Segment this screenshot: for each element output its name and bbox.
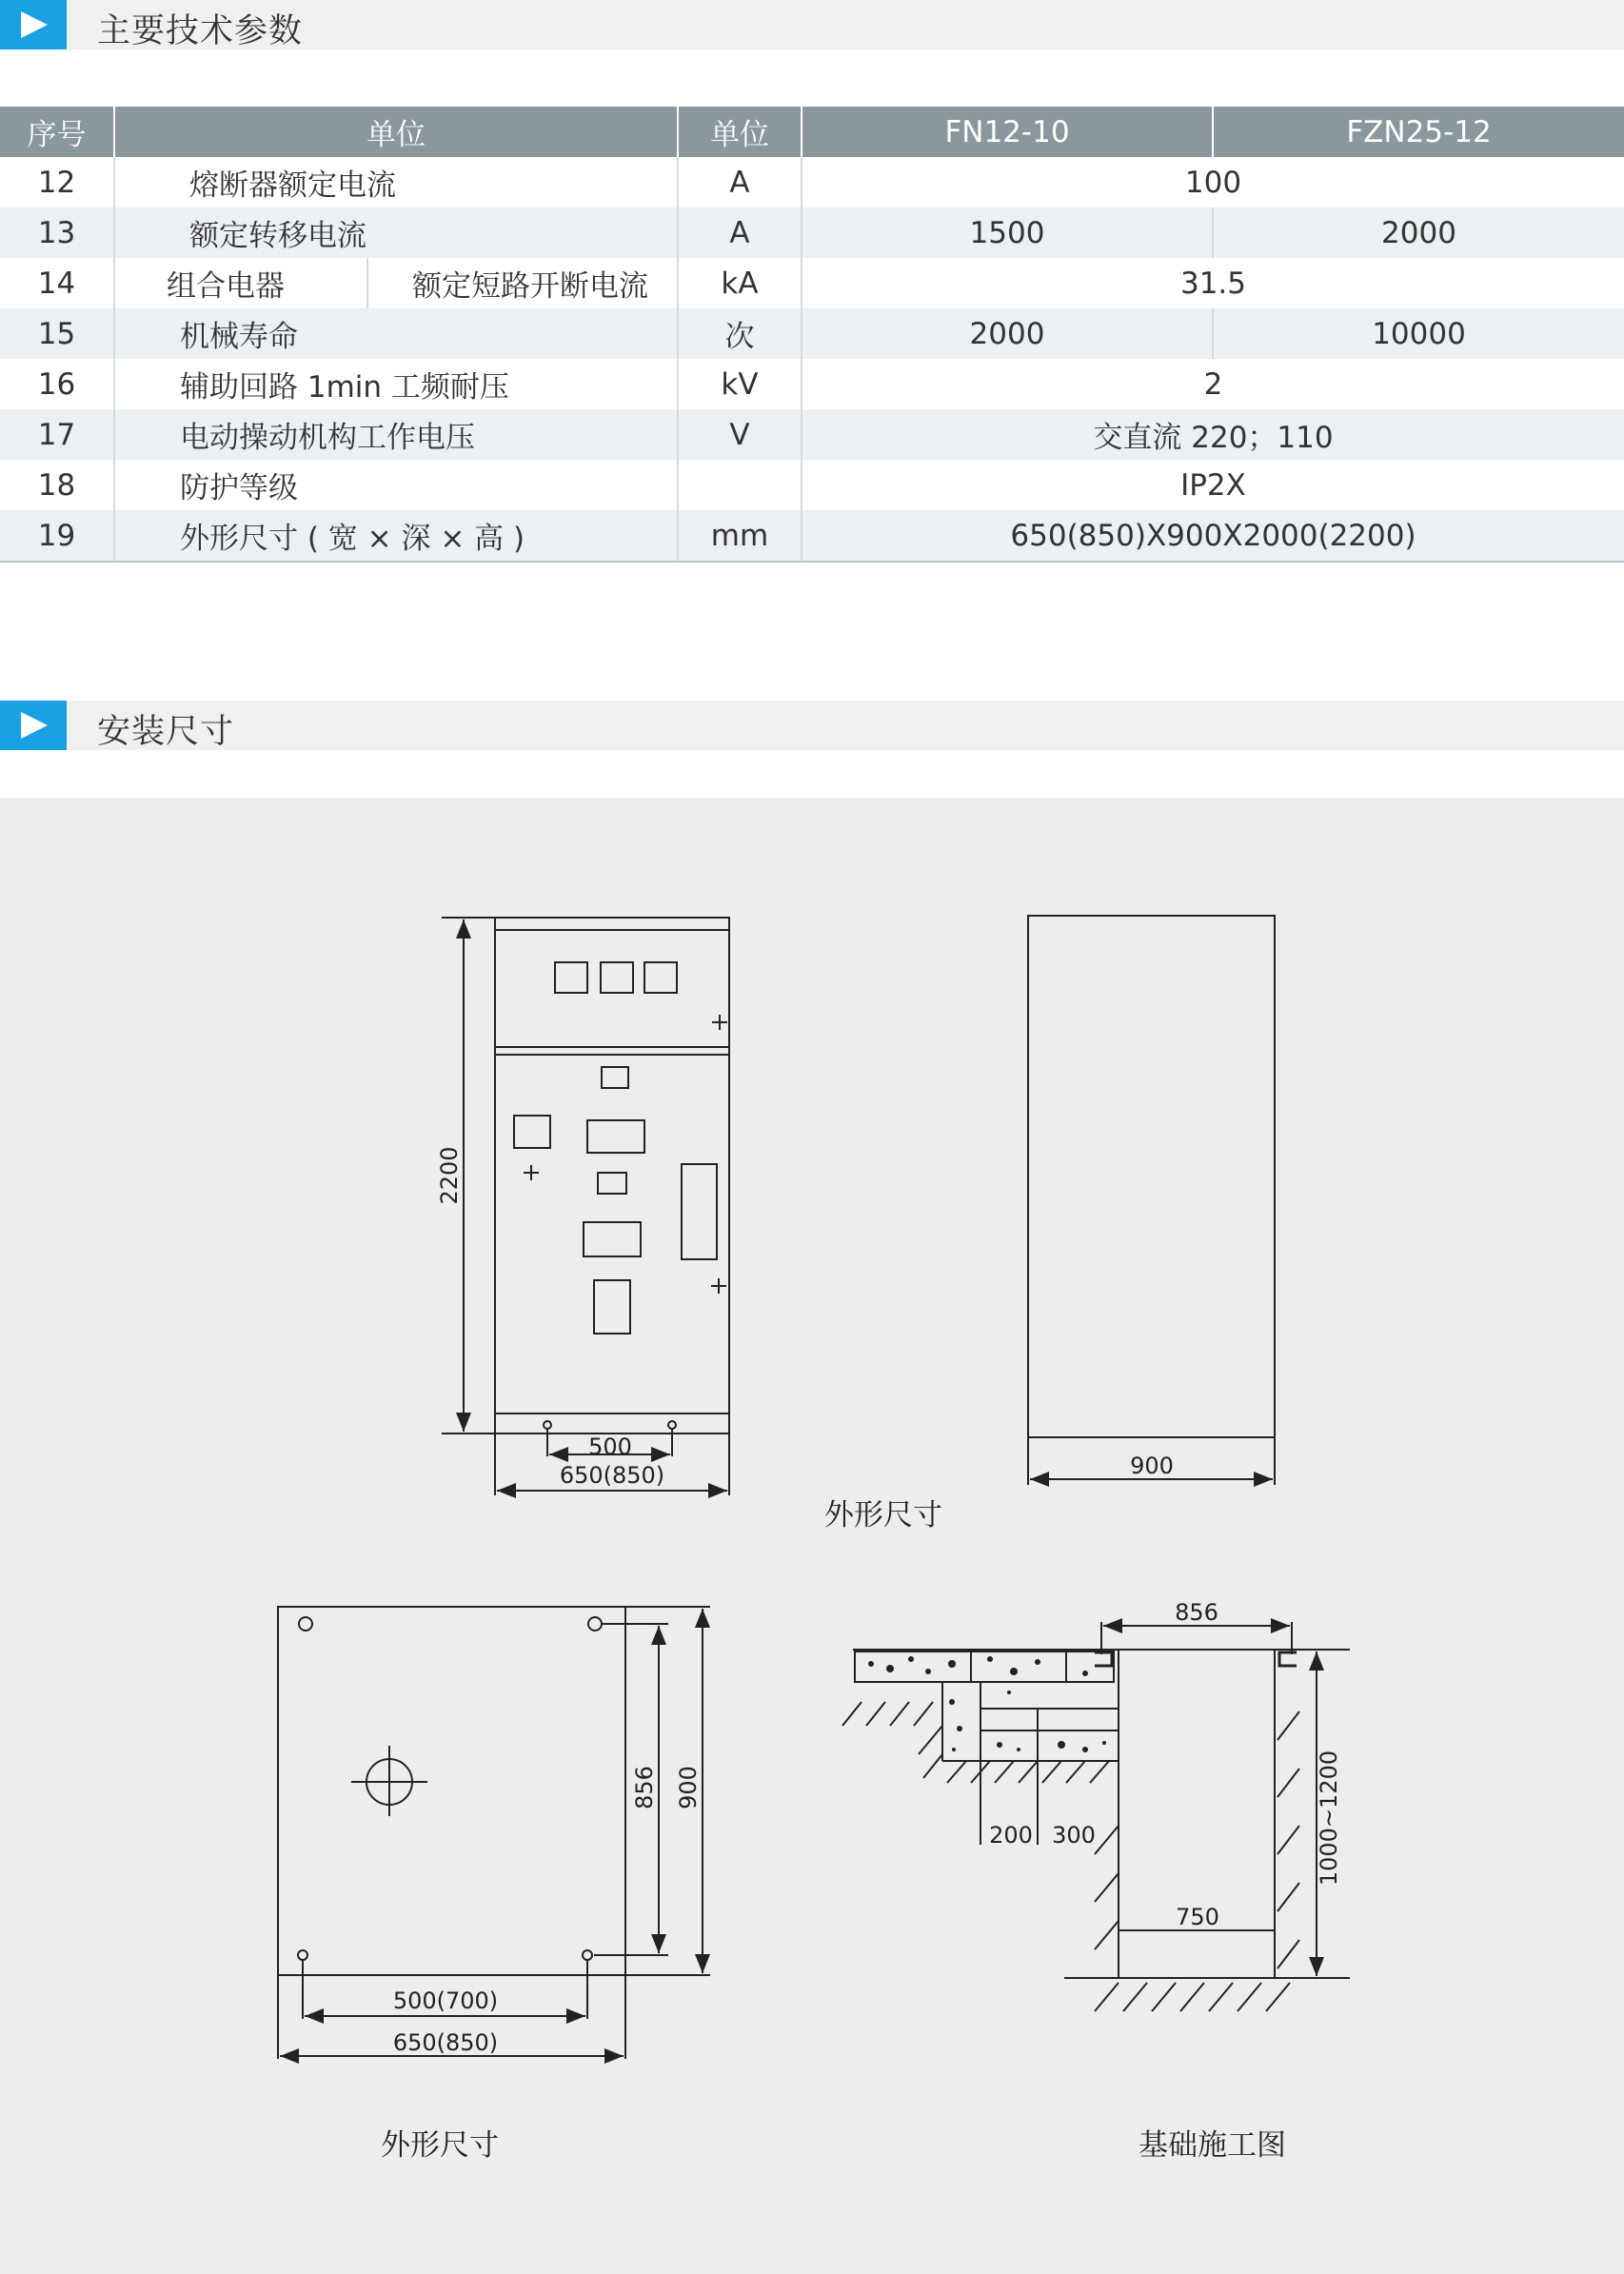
section-title: 安装尺寸 — [97, 713, 235, 751]
dim-front-inner-width: 500 — [588, 1434, 632, 1460]
cell-no: 14 — [0, 258, 114, 308]
cell-no: 12 — [0, 157, 114, 208]
cell-unit: A — [678, 157, 802, 208]
cell-unit: kA — [678, 258, 802, 308]
caption-front-side: 外形尺寸 — [824, 1498, 942, 1532]
cell-name: 防护等级 — [114, 460, 678, 510]
dim-plan-inner-depth: 856 — [631, 1766, 658, 1809]
table-row — [0, 258, 1624, 308]
cell-no: 13 — [0, 208, 114, 258]
cell-fzn: 2000 — [1213, 208, 1624, 258]
dim-front-width: 650(850) — [559, 1462, 665, 1489]
dim-plan-inner-width: 500(700) — [392, 1987, 499, 2014]
cell-name: 组合电器 — [114, 258, 367, 308]
caption-foundation: 基础施工图 — [1139, 2128, 1286, 2163]
header-fn12: FN12-10 — [802, 107, 1213, 157]
cell-value: 交直流 220；110 — [802, 409, 1624, 460]
cell-no: 16 — [0, 359, 114, 409]
cell-name: 辅助回路 1min 工频耐压 — [114, 359, 678, 409]
table-header-row — [0, 107, 1624, 157]
header-no: 序号 — [0, 107, 114, 157]
table-row — [0, 208, 1624, 258]
dim-found-bottom: 750 — [1176, 1904, 1219, 1930]
cell-name: 机械寿命 — [114, 308, 678, 359]
cell-no: 19 — [0, 510, 114, 562]
section-title: 主要技术参数 — [97, 12, 304, 50]
ground-hatch — [842, 1702, 1299, 2011]
dim-side-width: 900 — [1130, 1453, 1174, 1479]
cell-name: 外形尺寸 ( 宽 × 深 × 高 ) — [114, 510, 678, 562]
header-item: 单位 — [114, 107, 678, 157]
dim-found-b: 300 — [1052, 1822, 1096, 1849]
cell-unit: mm — [678, 510, 802, 562]
table-row — [0, 308, 1624, 359]
side-view — [1028, 916, 1275, 1485]
header-fzn25: FZN25-12 — [1213, 107, 1624, 157]
cell-value: 31.5 — [802, 258, 1624, 308]
dim-plan-width: 650(850) — [392, 2029, 499, 2056]
table-row — [0, 510, 1624, 562]
cell-unit: V — [678, 409, 802, 460]
table-row — [0, 157, 1624, 208]
cell-value: IP2X — [802, 460, 1624, 510]
play-icon — [0, 0, 67, 49]
cell-value: 650(850)X900X2000(2200) — [802, 510, 1624, 562]
dim-found-top: 856 — [1175, 1599, 1218, 1626]
dim-found-depth: 1000~1200 — [1316, 1750, 1342, 1887]
cell-fzn: 10000 — [1213, 308, 1624, 359]
front-view — [442, 918, 729, 1495]
section-header-install — [0, 701, 1624, 750]
table-row — [0, 460, 1624, 510]
cell-no: 18 — [0, 460, 114, 510]
cell-value: 2 — [802, 359, 1624, 409]
dim-plan-depth: 900 — [675, 1766, 702, 1809]
drawing-panel — [0, 798, 1624, 2274]
technical-drawings — [0, 798, 1624, 2274]
cell-value: 100 — [802, 157, 1624, 208]
caption-plan: 外形尺寸 — [381, 2128, 499, 2163]
cell-fn: 1500 — [802, 208, 1213, 258]
cell-subname: 额定短路开断电流 — [367, 258, 678, 308]
cell-no: 17 — [0, 409, 114, 460]
cell-unit: kV — [678, 359, 802, 409]
section-header-params — [0, 0, 1624, 49]
foundation-view — [842, 1622, 1350, 2011]
spec-table — [0, 107, 1624, 563]
dim-front-height: 2200 — [436, 1146, 463, 1205]
table-row — [0, 359, 1624, 409]
cell-unit — [678, 460, 802, 510]
cell-no: 15 — [0, 308, 114, 359]
cell-unit: A — [678, 208, 802, 258]
cell-unit: 次 — [678, 308, 802, 359]
header-unit: 单位 — [678, 107, 802, 157]
cell-name: 电动操动机构工作电压 — [114, 409, 678, 460]
table-row — [0, 409, 1624, 460]
play-icon — [0, 701, 67, 750]
cell-name: 熔断器额定电流 — [114, 157, 678, 208]
cell-fn: 2000 — [802, 308, 1213, 359]
dim-found-a: 200 — [989, 1822, 1033, 1849]
cell-name: 额定转移电流 — [114, 208, 678, 258]
